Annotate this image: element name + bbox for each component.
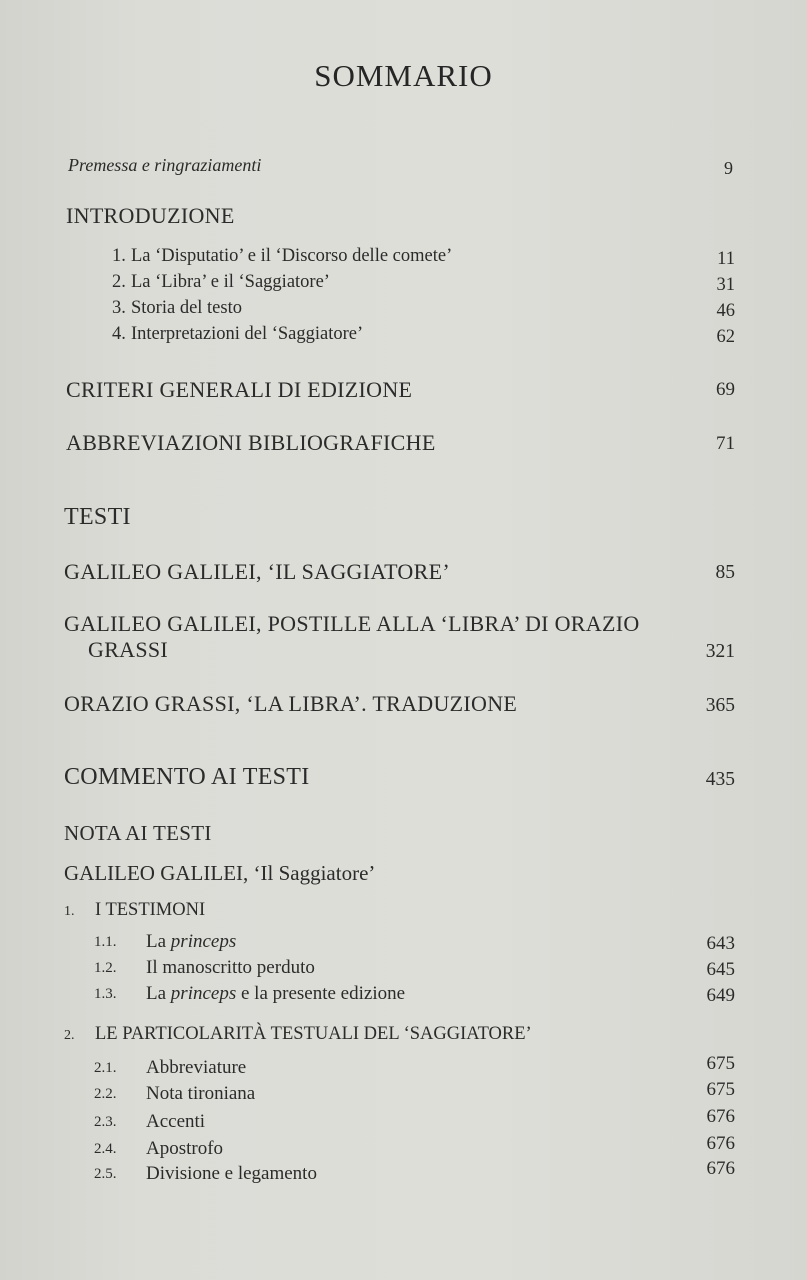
entry-label: Il manoscritto perduto	[146, 957, 315, 978]
subsection-label: LE PARTICOLARITÀ TESTUALI DEL ‘SAGGIATORE’	[95, 1024, 532, 1044]
entry-label: La princeps	[146, 931, 237, 952]
entry-page: 71	[716, 433, 735, 454]
entry-page: 62	[716, 327, 735, 347]
subsection-number: 2.	[64, 1028, 75, 1043]
entry-number: 2.2.	[94, 1086, 117, 1102]
entry-page: 31	[716, 275, 735, 295]
subheading-label: GALILEO GALILEI, ‘Il Saggiatore’	[64, 861, 376, 885]
entry-page: 46	[716, 301, 735, 321]
entry-number: 4.	[112, 324, 126, 344]
entry-number: 3.	[112, 298, 126, 318]
entry-page: 11	[717, 249, 735, 269]
entry-label: La princeps e la presente edizione	[146, 983, 406, 1004]
entry-number: 2.4.	[94, 1141, 117, 1157]
entry-number: 2.1.	[94, 1060, 117, 1076]
entry-label: COMMENTO AI TESTI	[64, 764, 310, 790]
entry-label: Apostrofo	[146, 1138, 224, 1159]
entry-label: Interpretazioni del ‘Saggiatore’	[131, 324, 364, 344]
entry-page: 85	[715, 562, 735, 583]
heading-label: TESTI	[64, 504, 131, 530]
entry-label: Abbreviature	[146, 1057, 247, 1078]
entry-page: 676	[706, 1133, 735, 1154]
entry-label: CRITERI GENERALI DI EDIZIONE	[66, 377, 413, 402]
entry-page: 649	[706, 985, 735, 1006]
entry-page: 676	[706, 1106, 735, 1127]
entry-label: La ‘Libra’ e il ‘Saggiatore’	[131, 272, 330, 292]
entry-page: 643	[706, 933, 735, 954]
entry-label: ORAZIO GRASSI, ‘LA LIBRA’. TRADUZIONE	[64, 691, 518, 716]
entry-number: 1.2.	[94, 960, 117, 976]
entry-label: Accenti	[146, 1111, 206, 1132]
subsection-number: 1.	[64, 904, 75, 919]
entry-label: Premessa e ringraziamenti	[68, 155, 262, 175]
entry-page: 645	[706, 959, 735, 980]
entry-number: 2.5.	[94, 1166, 117, 1182]
entry-label: La ‘Disputatio’ e il ‘Discorso delle comete’	[131, 246, 453, 266]
entry-page: 321	[705, 641, 735, 662]
subsection-label: I TESTIMONI	[95, 900, 206, 920]
entry-label: Nota tironiana	[146, 1083, 256, 1104]
entry-number: 1.3.	[94, 986, 117, 1002]
entry-label: ABBREVIAZIONI BIBLIOGRAFICHE	[66, 430, 436, 455]
heading-label: NOTA AI TESTI	[64, 821, 212, 845]
entry-number: 1.	[112, 246, 126, 266]
entry-label: Divisione e legamento	[146, 1163, 317, 1184]
entry-number: 2.	[112, 272, 126, 292]
page-title: SOMMARIO	[314, 58, 493, 93]
entry-label-line2: GRASSI	[88, 637, 169, 662]
heading-label: INTRODUZIONE	[66, 203, 235, 228]
entry-label: Storia del testo	[131, 298, 242, 318]
entry-page: 675	[706, 1079, 735, 1100]
entry-page: 676	[706, 1158, 735, 1179]
entry-number: 2.3.	[94, 1114, 117, 1130]
entry-page: 365	[705, 695, 735, 716]
entry-number: 1.1.	[94, 934, 117, 950]
entry-page: 675	[706, 1053, 735, 1074]
entry-page: 69	[716, 379, 735, 400]
entry-label: GALILEO GALILEI, ‘IL SAGGIATORE’	[64, 559, 450, 584]
entry-label-line1: GALILEO GALILEI, POSTILLE ALLA ‘LIBRA’ DI ORAZIO	[64, 611, 640, 636]
entry-page: 435	[705, 769, 735, 790]
entry-page: 9	[724, 158, 733, 178]
